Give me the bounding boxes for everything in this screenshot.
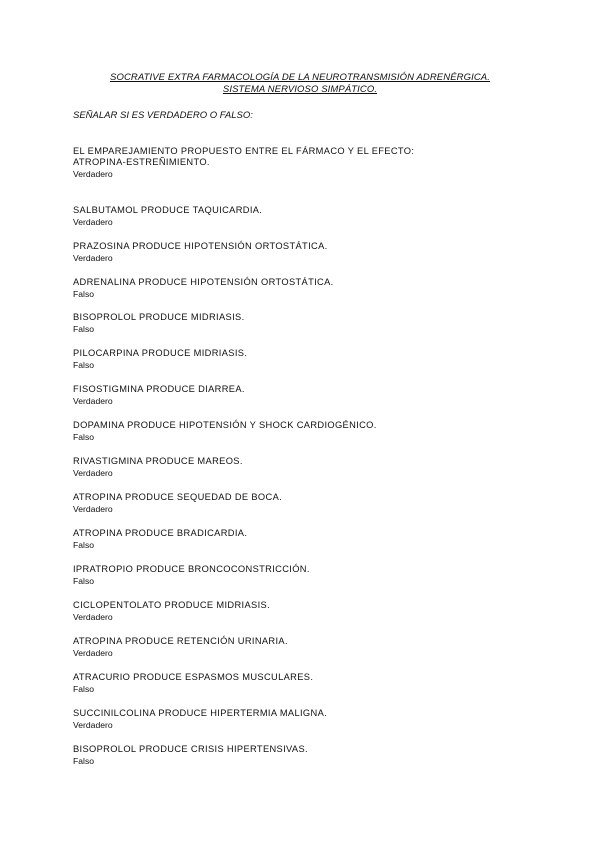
- question-1-line-1: EL EMPAREJAMIENTO PROPUESTO ENTRE EL FÁRMACO Y EL EFECTO:: [73, 146, 415, 156]
- question-17: BISOPROLOL PRODUCE CRISIS HIPERTENSIVAS.: [73, 744, 308, 754]
- question-11: ATROPINA PRODUCE BRADICARDIA.: [73, 528, 248, 538]
- answer-15: Falso: [73, 684, 95, 694]
- answer-5: Falso: [73, 324, 95, 334]
- question-4: ADRENALINA PRODUCE HIPOTENSIÓN ORTOSTÁTICA.: [73, 277, 334, 287]
- document-title-line-1: SOCRATIVE EXTRA FARMACOLOGÍA DE LA NEUROTRANSMISIÓN ADRENÉRGICA.: [110, 72, 490, 83]
- answer-2: Verdadero: [73, 217, 113, 227]
- question-7: FISOSTIGMINA PRODUCE DIARREA.: [73, 384, 245, 394]
- question-1-line-2: ATROPINA-ESTREÑIMIENTO.: [73, 157, 210, 167]
- question-15: ATRACURIO PRODUCE ESPASMOS MUSCULARES.: [73, 672, 314, 682]
- question-8: DOPAMINA PRODUCE HIPOTENSIÓN Y SHOCK CARDIOGÉNICO.: [73, 420, 377, 430]
- answer-9: Verdadero: [73, 468, 113, 478]
- question-2: SALBUTAMOL PRODUCE TAQUICARDIA.: [73, 205, 263, 215]
- answer-3: Verdadero: [73, 253, 113, 263]
- answer-6: Falso: [73, 360, 95, 370]
- document-title-line-2: SISTEMA NERVIOSO SIMPÁTICO.: [222, 84, 378, 95]
- answer-4: Falso: [73, 289, 95, 299]
- answer-17: Falso: [73, 756, 95, 766]
- instruction-text: SEÑALAR SI ES VERDADERO O FALSO:: [73, 110, 253, 121]
- answer-12: Falso: [73, 576, 95, 586]
- answer-8: Falso: [73, 432, 95, 442]
- question-10: ATROPINA PRODUCE SEQUEDAD DE BOCA.: [73, 492, 283, 502]
- question-13: CICLOPENTOLATO PRODUCE MIDRIASIS.: [73, 600, 271, 610]
- answer-11: Falso: [73, 540, 95, 550]
- question-12: IPRATROPIO PRODUCE BRONCOCONSTRICCIÓN.: [73, 564, 310, 574]
- answer-14: Verdadero: [73, 648, 113, 658]
- answer-7: Verdadero: [73, 396, 113, 406]
- question-14: ATROPINA PRODUCE RETENCIÓN URINARIA.: [73, 636, 288, 646]
- answer-16: Verdadero: [73, 720, 113, 730]
- question-6: PILOCARPINA PRODUCE MIDRIASIS.: [73, 348, 248, 358]
- question-9: RIVASTIGMINA PRODUCE MAREOS.: [73, 456, 243, 466]
- answer-1: Verdadero: [73, 169, 113, 179]
- question-5: BISOPROLOL PRODUCE MIDRIASIS.: [73, 312, 245, 322]
- question-16: SUCCINILCOLINA PRODUCE HIPERTERMIA MALIGNA.: [73, 708, 328, 718]
- question-3: PRAZOSINA PRODUCE HIPOTENSIÓN ORTOSTÁTICA.: [73, 241, 328, 251]
- answer-13: Verdadero: [73, 612, 113, 622]
- answer-10: Verdadero: [73, 504, 113, 514]
